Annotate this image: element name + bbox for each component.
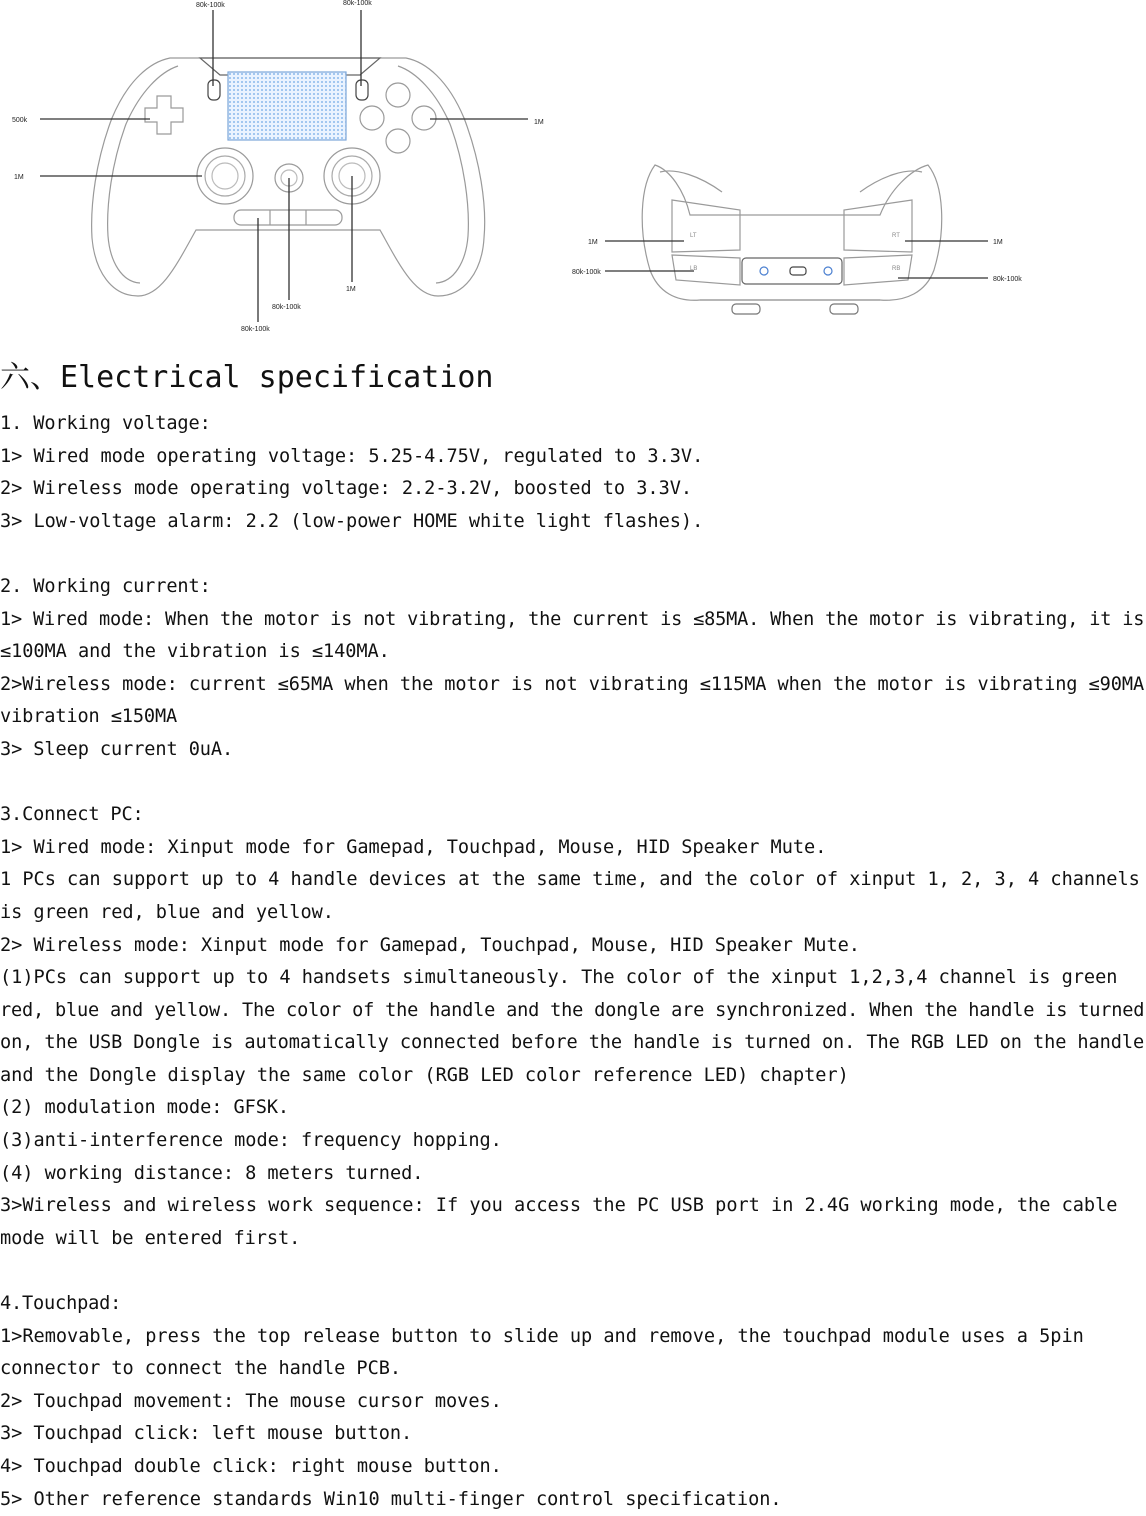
section-heading: 六、Electrical specification <box>0 360 494 395</box>
label-lb: 80k-100k <box>572 269 601 276</box>
dpad <box>145 96 183 134</box>
touch-button-right <box>356 80 368 100</box>
label-lt: 1M <box>588 239 598 246</box>
face-button-right <box>412 106 436 130</box>
port-panel <box>742 258 842 284</box>
touchpad <box>228 72 346 140</box>
spec-line: 3> Low-voltage alarm: 2.2 (low-power HOME white light flashes). <box>0 510 704 532</box>
face-button-top <box>386 83 410 107</box>
usb-port <box>790 267 806 275</box>
spec-line: (4) working distance: 8 meters turned. <box>0 1162 424 1184</box>
spec-line: 2> Wireless mode: Xinput mode for Gamepad, Touchpad, Mouse, HID Speaker Mute. <box>0 934 860 956</box>
label-bottom-buttons: 80k-100k <box>241 326 270 333</box>
spec-line: 4.Touchpad: <box>0 1293 122 1315</box>
mark-lt: LT <box>690 233 697 239</box>
spec-line <box>0 1255 1146 1288</box>
label-face-buttons: 1M <box>534 119 544 126</box>
face-button-left <box>360 106 384 130</box>
spec-line: mode will be entered first. <box>0 1227 301 1249</box>
spec-line: (1)PCs can support up to 4 handsets simultaneously. The color of the xinput 1,2,3,4 channel is green <box>0 967 1118 989</box>
mark-rb: RB <box>892 266 901 272</box>
spec-line: 2>Wireless mode: current ≤65MA when the motor is not vibrating ≤115MA when the motor is vibrating ≤90MA <box>0 673 1145 695</box>
spec-line: 1> Wired mode operating voltage: 5.25-4.75V, regulated to 3.3V. <box>0 445 704 467</box>
spec-line: 1. Working voltage: <box>0 413 211 434</box>
spec-line: 2> Wireless mode operating voltage: 2.2-3.2V, boosted to 3.3V. <box>0 478 693 500</box>
spec-line: 3> Sleep current 0uA. <box>0 738 234 760</box>
spec-line <box>0 767 1146 800</box>
label-right-stick: 1M <box>346 286 356 293</box>
spec-line: vibration ≤150MA <box>0 706 178 728</box>
spec-line: 1> Wired mode: Xinput mode for Gamepad, Touchpad, Mouse, HID Speaker Mute. <box>0 836 827 858</box>
spec-line: on, the USB Dongle is automatically connected before the handle is turned on. The RGB LED on the handle <box>0 1032 1145 1054</box>
spec-line: and the Dongle display the same color (RGB LED color reference LED) chapter) <box>0 1064 849 1086</box>
spec-line: red, blue and yellow. The color of the handle and the dongle are synchronized. When the handle is turned <box>0 999 1145 1021</box>
top-view-controller <box>642 165 942 314</box>
spec-line: (3)anti-interference mode: frequency hopping. <box>0 1130 502 1152</box>
spec-line: (2) modulation mode: GFSK. <box>0 1097 290 1119</box>
led-left <box>760 267 768 275</box>
label-rt: 1M <box>993 239 1003 246</box>
spec-line: 1 PCs can support up to 4 handle devices at the same time, and the color of xinput 1, 2, 3, 4 channels <box>0 869 1140 891</box>
mark-rt: RT <box>892 233 900 239</box>
spec-line: 3> Touchpad click: left mouse button. <box>0 1423 413 1445</box>
led-right <box>824 267 832 275</box>
spec-line: 5> Other reference standards Win10 multi-finger control specification. <box>0 1488 782 1510</box>
spec-line: ≤100MA and the vibration is ≤140MA. <box>0 641 390 663</box>
mark-lb: LB <box>690 266 698 272</box>
spec-line: is green red, blue and yellow. <box>0 901 334 923</box>
spec-line: 1> Wired mode: When the motor is not vibrating, the current is ≤85MA. When the motor is vibrating, it is <box>0 608 1145 630</box>
spec-line <box>0 538 1146 571</box>
spec-line: 4> Touchpad double click: right mouse button. <box>0 1456 502 1477</box>
spec-line: 2. Working current: <box>0 575 211 597</box>
label-rb: 80k-100k <box>993 276 1022 283</box>
label-left-stick: 1M <box>14 174 24 181</box>
label-center-button: 80k-100k <box>272 304 301 311</box>
spec-line: 2> Touchpad movement: The mouse cursor moves. <box>0 1390 502 1412</box>
spec-line: 1>Removable, press the top release button to slide up and remove, the touchpad module uses a 5pin <box>0 1325 1084 1347</box>
bottom-button-bar <box>234 210 342 225</box>
label-touch-right: 80k-100k <box>343 0 372 7</box>
spec-line: 3.Connect PC: <box>0 804 144 826</box>
label-touch-left: 80k-100k <box>196 2 225 9</box>
label-dpad: 500k <box>12 117 28 124</box>
front-view-controller <box>92 58 485 296</box>
controller-diagram <box>0 0 1146 350</box>
touch-button-left <box>208 80 220 100</box>
spec-body <box>0 408 1146 1516</box>
face-button-bottom <box>386 129 410 153</box>
spec-line: connector to connect the handle PCB. <box>0 1358 401 1380</box>
spec-line: 3>Wireless and wireless work sequence: If you access the PC USB port in 2.4G working mode, the cable <box>0 1195 1118 1217</box>
